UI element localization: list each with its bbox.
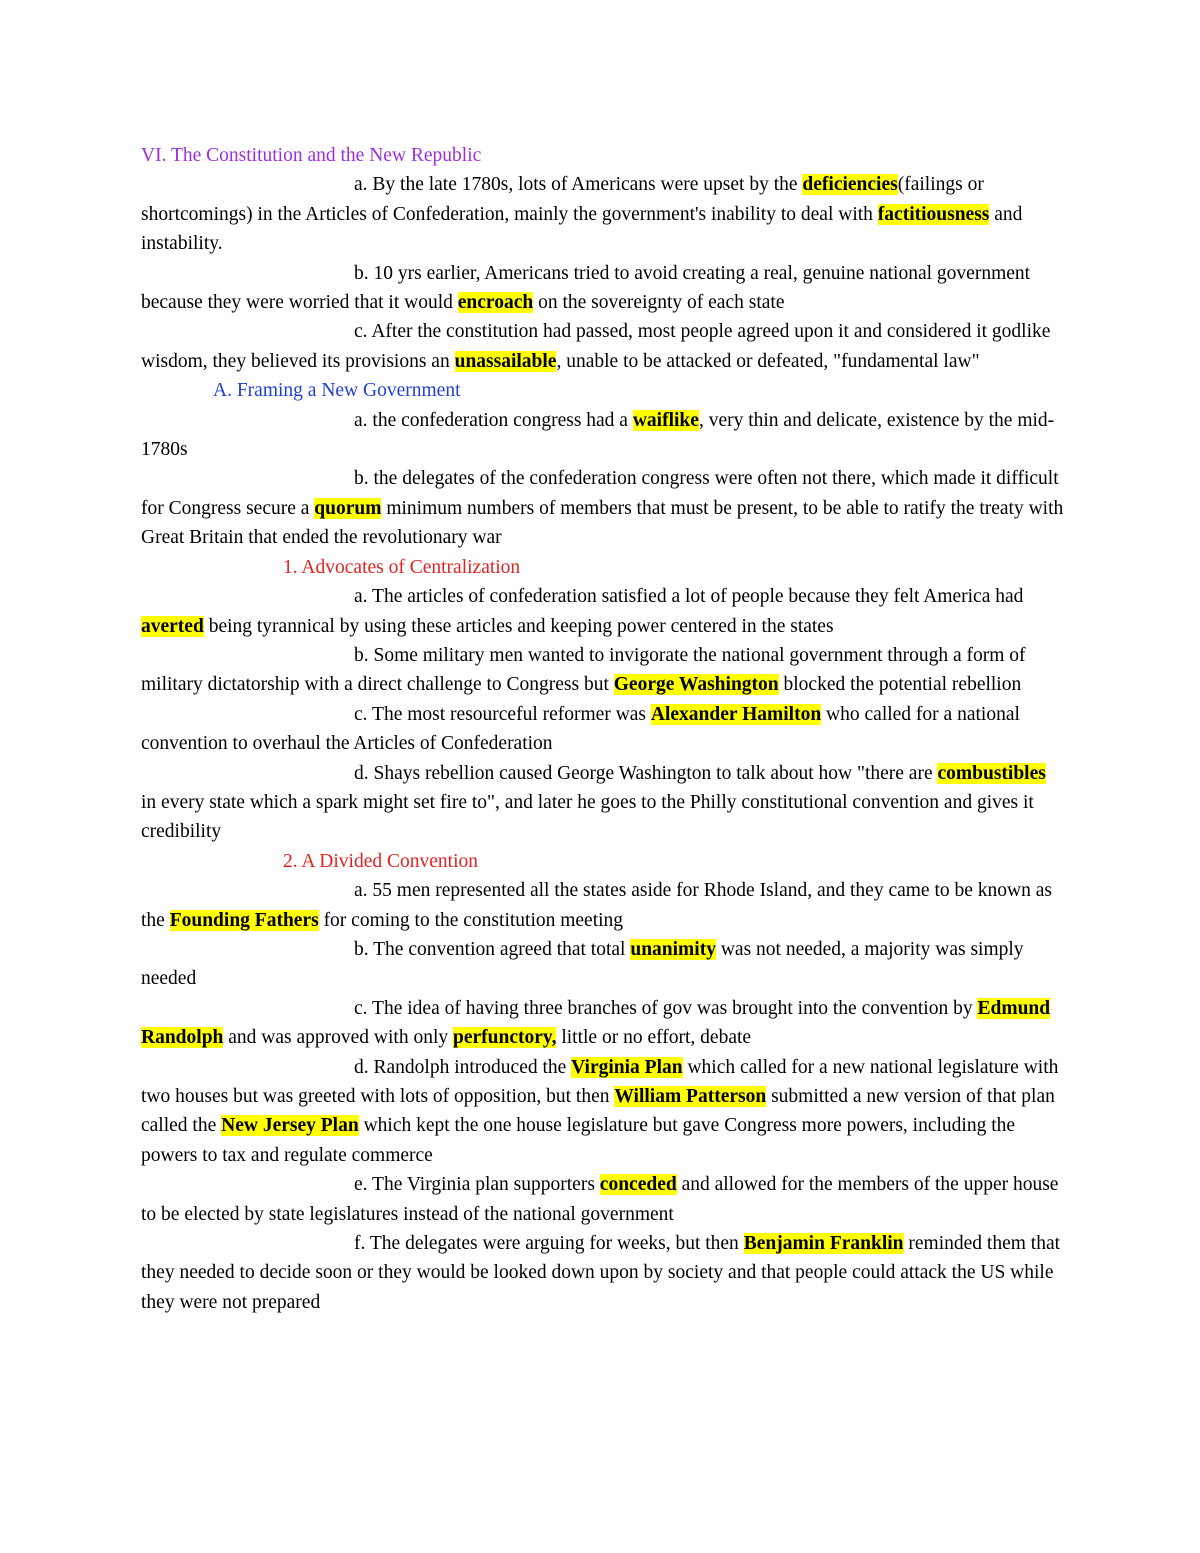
note-text: which kept the one house legislature but gave Congress more powers, including the powers to tax and regulate commerce <box>141 1115 1016 1166</box>
note-item <box>141 641 1064 700</box>
note-text: a. the confederation congress had a <box>354 409 633 431</box>
note-text: in every state which a spark might set fire to", and later he goes to the Philly constitutional convention and gives it credibility <box>141 791 1034 843</box>
note-text: b. Some military men wanted to invigorate the national government through a form of military dictatorship with a direct challenge to Congress but <box>141 644 1026 696</box>
note-item <box>141 259 1064 318</box>
note-item <box>141 1229 1064 1317</box>
section-heading-2: 2. A Divided Convention <box>283 850 478 872</box>
note-item <box>141 876 1064 935</box>
note-text: b. The convention agreed that total <box>354 938 631 960</box>
note-text: b. 10 yrs earlier, Americans tried to avoid creating a real, genuine national government because they were worried that it would <box>141 262 1031 314</box>
note-item <box>141 1053 1064 1171</box>
note-item <box>141 759 1064 847</box>
note-item <box>141 170 1064 258</box>
note-text: and allowed for the members of the upper house to be elected by state legislatures instead of the national government <box>141 1174 1059 1225</box>
highlighted-term: perfunctory, <box>453 1027 557 1049</box>
highlighted-term: William Patterson <box>614 1086 767 1107</box>
note-text: for coming to the constitution meeting <box>318 909 624 931</box>
highlighted-term: George Washington <box>613 674 779 696</box>
note-text: minimum numbers of members that must be present, to be able to ratify the treaty with Great Britain that ended the revolutionary war <box>141 497 1064 549</box>
note-item <box>141 994 1064 1053</box>
note-text: e. The Virginia plan supporters <box>354 1174 600 1196</box>
highlighted-term: unassailable <box>454 350 557 372</box>
note-text: who called for a national convention to overhaul the Articles of Confederation <box>141 703 1020 755</box>
highlighted-term: combustibles <box>937 762 1046 784</box>
note-text: which called for a new national legislature with two houses but was greeted with lots of opposition, but then <box>141 1056 1059 1107</box>
highlighted-term: waiflike <box>632 409 699 431</box>
highlighted-term: deficiencies <box>802 174 898 196</box>
note-text: a. The articles of confederation satisfied a lot of people because they felt America had <box>354 586 1024 608</box>
note-text: , very thin and delicate, existence by the mid-1780s <box>141 409 1055 461</box>
note-text: f. The delegates were arguing for weeks, but then <box>354 1233 744 1255</box>
note-item <box>141 582 1064 641</box>
note-text: and instability. <box>141 203 1023 255</box>
note-text: , unable to be attacked or defeated, "fundamental law" <box>556 350 980 372</box>
note-item <box>141 935 1064 994</box>
section-heading-1: 1. Advocates of Centralization <box>283 556 521 578</box>
highlighted-term: Founding Fathers <box>169 909 319 931</box>
section-heading-a: A. Framing a New Government <box>213 380 461 402</box>
note-text: d. Randolph introduced the <box>354 1056 572 1078</box>
highlighted-term: Alexander Hamilton <box>650 703 822 725</box>
highlighted-term: averted <box>141 615 204 637</box>
note-text: d. Shays rebellion caused George Washington to talk about how "there are <box>354 762 938 784</box>
note-item <box>141 1170 1064 1229</box>
note-item <box>141 700 1064 759</box>
highlighted-term: Edmund Randolph <box>141 997 1051 1049</box>
note-text: was not needed, a majority was simply needed <box>141 938 1024 990</box>
note-item <box>141 406 1064 465</box>
note-text: c. After the constitution had passed, most people agreed upon it and considered it godlike wisdom, they believed its provisions an <box>141 321 1051 372</box>
note-text: b. the delegates of the confederation congress were often not there, which made it difficult for Congress secure a <box>141 468 1059 519</box>
note-item <box>141 464 1064 552</box>
highlighted-term: factitiousness <box>877 203 990 225</box>
highlighted-term: encroach <box>457 292 534 314</box>
note-text: being tyrannical by using these articles and keeping power centered in the states <box>203 615 834 637</box>
highlighted-term: quorum <box>314 497 382 519</box>
note-text: little or no effort, debate <box>556 1027 752 1049</box>
note-text: reminded them that they needed to decide soon or they would be looked down upon by society and that people could attack the US while they were not prepared <box>141 1233 1061 1313</box>
note-item <box>141 317 1064 376</box>
note-text: a. 55 men represented all the states aside for Rhode Island, and they came to be known as the <box>141 880 1052 931</box>
highlighted-term: New Jersey Plan <box>221 1115 359 1137</box>
note-text: (failings or shortcomings) in the Articles of Confederation, mainly the government's inability to deal with <box>141 174 984 225</box>
note-text: c. The idea of having three branches of gov was brought into the convention by <box>354 997 978 1019</box>
note-text: submitted a new version of that plan called the <box>141 1086 1055 1137</box>
note-text: a. By the late 1780s, lots of Americans were upset by the <box>354 174 803 196</box>
note-text: c. The most resourceful reformer was <box>354 703 651 725</box>
section-heading-vi: VI. The Constitution and the New Republic <box>141 145 482 166</box>
note-text: blocked the potential rebellion <box>778 674 1022 696</box>
note-text: and was approved with only <box>223 1027 454 1049</box>
note-text: on the sovereignty of each state <box>533 292 785 314</box>
highlighted-term: conceded <box>599 1174 677 1196</box>
highlighted-term: Virginia Plan <box>571 1056 683 1078</box>
highlighted-term: Benjamin Franklin <box>743 1233 904 1255</box>
highlighted-term: unanimity <box>630 938 716 960</box>
